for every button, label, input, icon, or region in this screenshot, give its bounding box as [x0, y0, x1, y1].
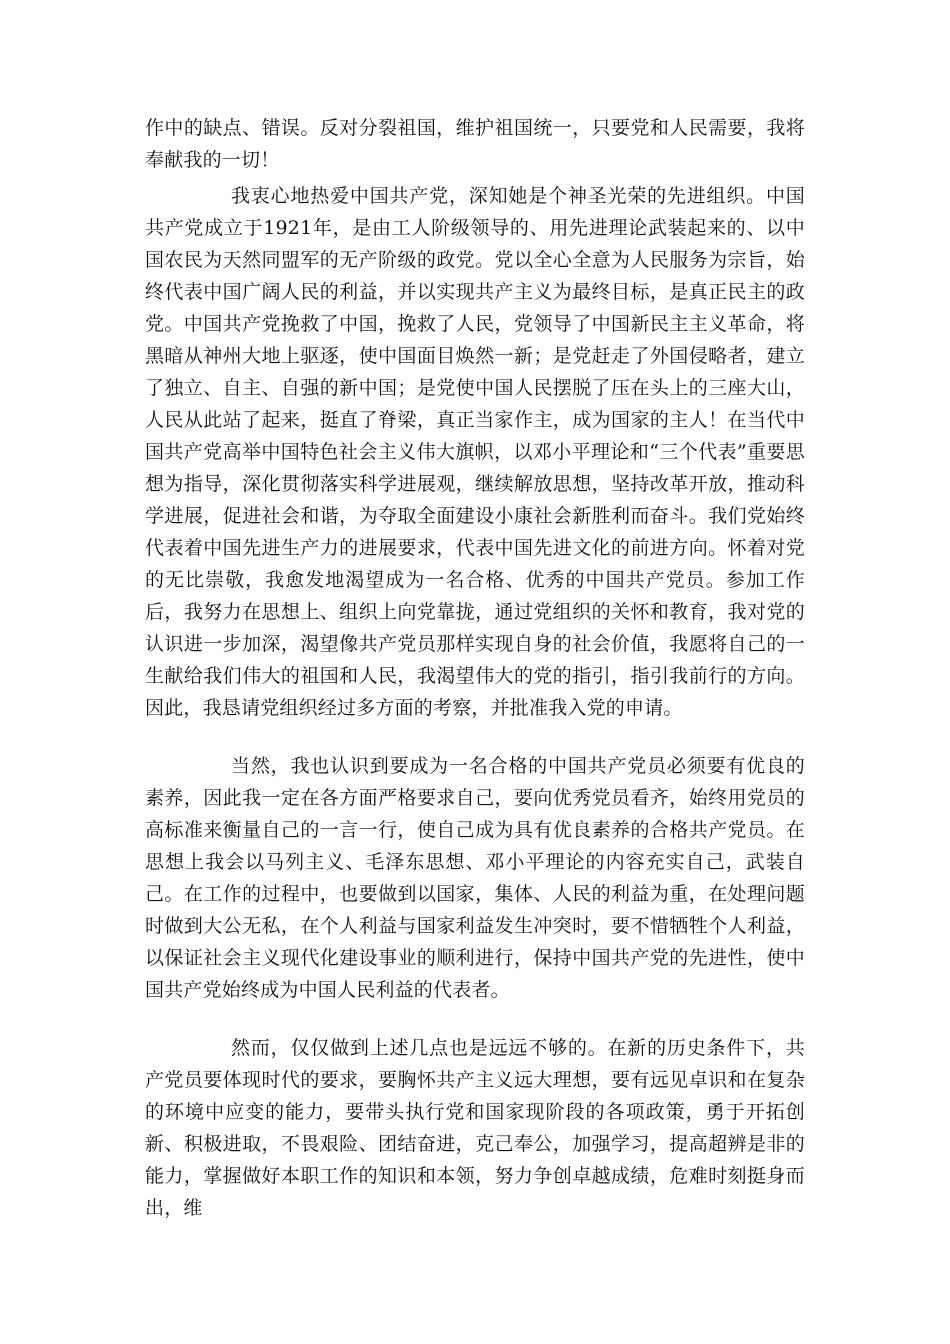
paragraph-love-for-party: 我衷心地热爱中国共产党，深知她是个神圣光荣的先进组织。中国共产党成立于1921年，是由工人阶级领导的、用先进理论武装起来的、以中国农民为天然同盟军的无产阶级的政党。党以全心全意为人民服务为宗旨，始终代表中国广阔人民的利益，并以实现共产主义为最终目标，是真正民主的政党。中国共产党挽救了中国，挽救了人民，党领导了中国新民主主义革命，将黑暗从神州大地上驱逐，使中国面目焕然一新；是党赶走了外国侵略者，建立了独立、自主、自强的新中国；是党使中国人民摆脱了压在头上的三座大山，人民从此站了起来，挺直了脊梁，真正当家作主，成为国家的主人！在当代中国共产党高举中国特色社会主义伟大旗帜，以邓小平理论和“三个代表”重要思想为指导，深化贯彻落实科学进展观，继续解放思想，坚持改革开放，推动科学进展，促进社会和谐，为夺取全面建设小康社会新胜利而奋斗。我们党始终代表着中国先进生产力的进展要求，代表中国先进文化的前进方向。怀着对党的无比崇敬，我愈发地渴望成为一名合格、优秀的中国共产党员。参加工作后，我努力在思想上、组织上向党靠拢，通过党组织的关怀和教育，我对党的认识进一步加深，渴望像共产党员那样实现自身的社会价值，我愿将自己的一生献给我们伟大的祖国和人民，我渴望伟大的党的指引，指引我前行的方向。因此，我恳请党组织经过多方面的考察，并批准我入党的申请。	[145, 185, 805, 719]
paragraph-new-era-demands: 然而，仅仅做到上述几点也是远远不够的。在新的历史条件下，共产党员要体现时代的要求，要胸怀共产主义远大理想，要有远见卓识和在复杂的环境中应变的能力，要带头执行党和国家现阶段的各项政策，勇于开拓创新、积极进取，不畏艰险、团结奋进，克己奉公，加强学习，提高超辨是非的能力，掌握做好本职工作的知识和本领，努力争创卓越成绩，危难时刻挺身而出，维	[145, 1037, 805, 1219]
paragraph-self-requirements: 当然，我也认识到要成为一名合格的中国共产党员必须要有优良的素养，因此我一定在各方面严格要求自己，要向优秀党员看齐，始终用党员的高标准来衡量自己的一言一行，使自己成为具有优良素养的合格共产党员。在思想上我会以马列主义、毛泽东思想、邓小平理论的内容充实自己，武装自己。在工作的过程中，也要做到以国家，集体、人民的利益为重，在处理问题时做到大公无私，在个人利益与国家利益发生冲突时，要不惜牺牲个人利益，以保证社会主义现代化建设事业的顺利进行，保持中国共产党的先进性，使中国共产党始终成为中国人民利益的代表者。	[145, 755, 805, 1001]
paragraph-continuation: 作中的缺点、错误。反对分裂祖国，维护祖国统一，只要党和人民需要，我将奉献我的一切！	[145, 117, 805, 171]
